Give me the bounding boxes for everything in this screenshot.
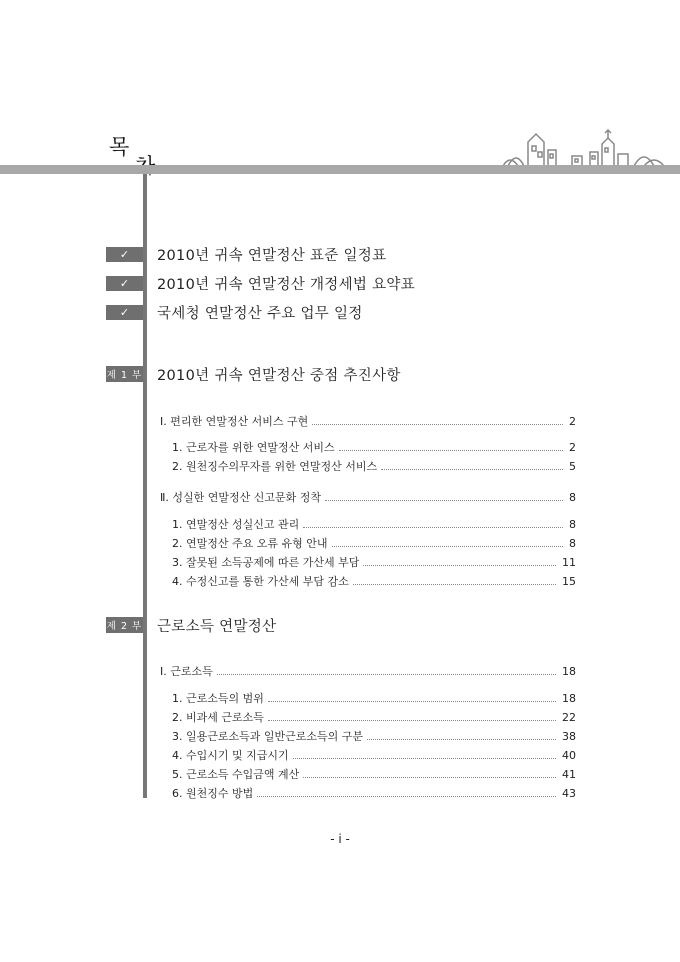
- dot-leader: [367, 739, 556, 740]
- vertical-rule: [143, 174, 147, 798]
- toc-section[interactable]: [172, 458, 576, 474]
- toc-section-title: 6. 원천징수 방법: [172, 787, 254, 800]
- dot-leader: [268, 701, 556, 702]
- toc-page-number: 8: [569, 518, 576, 531]
- dot-leader: [217, 674, 556, 675]
- toc-page-number: 38: [562, 730, 576, 743]
- dot-leader: [363, 565, 556, 566]
- toc-section[interactable]: [172, 554, 576, 570]
- toc-page-number: 18: [562, 692, 576, 705]
- toc-section-title: 4. 수정신고를 통한 가산세 부담 감소: [172, 575, 349, 588]
- toc-section-title: 2. 원천징수의무자를 위한 연말정산 서비스: [172, 460, 378, 473]
- toc-chapter[interactable]: [160, 663, 576, 679]
- front-item-label: 국세청 연말정산 주요 업무 일정: [157, 305, 363, 322]
- toc-page-number: 41: [562, 768, 576, 781]
- toc-chapter[interactable]: [160, 489, 576, 505]
- toc-chapter-title: Ⅰ. 편리한 연말정산 서비스 구현: [160, 415, 309, 428]
- toc-page-number: 11: [562, 556, 576, 569]
- toc-chapter[interactable]: [160, 413, 576, 429]
- check-icon: ✓: [106, 276, 143, 291]
- toc-page-number: 8: [569, 491, 576, 504]
- header-divider-bar: [0, 165, 680, 174]
- toc-page-number: 22: [562, 711, 576, 724]
- toc-chapter-title: Ⅰ. 근로소득: [160, 665, 213, 678]
- toc-page-number: 40: [562, 749, 576, 762]
- toc-section-title: 1. 근로자를 위한 연말정산 서비스: [172, 441, 335, 454]
- toc-page-number: 43: [562, 787, 576, 800]
- toc-section[interactable]: [172, 728, 576, 744]
- front-item-label: 2010년 귀속 연말정산 표준 일정표: [157, 247, 387, 264]
- front-item-label: 2010년 귀속 연말정산 개정세법 요약표: [157, 276, 416, 293]
- dot-leader: [257, 796, 556, 797]
- toc-section[interactable]: [172, 785, 576, 801]
- front-item-2: [106, 273, 416, 293]
- toc-section-title: 3. 일용근로소득과 일반근로소득의 구분: [172, 730, 363, 743]
- toc-page-number: 8: [569, 537, 576, 550]
- toc-page-number: 2: [569, 441, 576, 454]
- toc-page-number: 15: [562, 575, 576, 588]
- toc-section-title: 1. 근로소득의 범위: [172, 692, 264, 705]
- check-icon: ✓: [106, 247, 143, 262]
- toc-section-title: 2. 연말정산 주요 오류 유형 안내: [172, 537, 328, 550]
- dot-leader: [332, 546, 564, 547]
- front-item-3: [106, 302, 363, 322]
- page-number: - i -: [330, 832, 350, 846]
- part-badge: 제 2 부: [106, 617, 143, 633]
- front-item-1: [106, 244, 387, 264]
- dot-leader: [339, 450, 563, 451]
- toc-section-title: 5. 근로소득 수입금액 계산: [172, 768, 300, 781]
- check-icon: ✓: [106, 305, 143, 320]
- toc-page-number: 2: [569, 415, 576, 428]
- dot-leader: [312, 424, 563, 425]
- dot-leader: [293, 758, 556, 759]
- part-badge: 제 1 부: [106, 366, 143, 382]
- dot-leader: [353, 584, 556, 585]
- toc-section[interactable]: [172, 439, 576, 455]
- dot-leader: [381, 469, 563, 470]
- houses-decoration-icon: [498, 128, 668, 168]
- toc-section[interactable]: [172, 709, 576, 725]
- dot-leader: [325, 500, 563, 501]
- toc-section-title: 1. 연말정산 성실신고 관리: [172, 518, 300, 531]
- dot-leader: [268, 720, 556, 721]
- toc-section[interactable]: [172, 747, 576, 763]
- toc-chapter-title: Ⅱ. 성실한 연말정산 신고문화 정착: [160, 491, 322, 504]
- toc-page-number: 18: [562, 665, 576, 678]
- toc-section-title: 3. 잘못된 소득공제에 따른 가산세 부담: [172, 556, 360, 569]
- part-title: 2010년 귀속 연말정산 중점 추진사항: [157, 368, 401, 384]
- toc-section[interactable]: [172, 766, 576, 782]
- toc-section[interactable]: [172, 535, 576, 551]
- dot-leader: [303, 777, 556, 778]
- dot-leader: [303, 527, 563, 528]
- toc-title-first-char: 목: [109, 135, 130, 159]
- toc-section[interactable]: [172, 690, 576, 706]
- toc-section[interactable]: [172, 573, 576, 589]
- toc-page-number: 5: [569, 460, 576, 473]
- toc-section-title: 2. 비과세 근로소득: [172, 711, 264, 724]
- part-title: 근로소득 연말정산: [157, 619, 277, 635]
- toc-section[interactable]: [172, 516, 576, 532]
- toc-section-title: 4. 수입시기 및 지급시기: [172, 749, 289, 762]
